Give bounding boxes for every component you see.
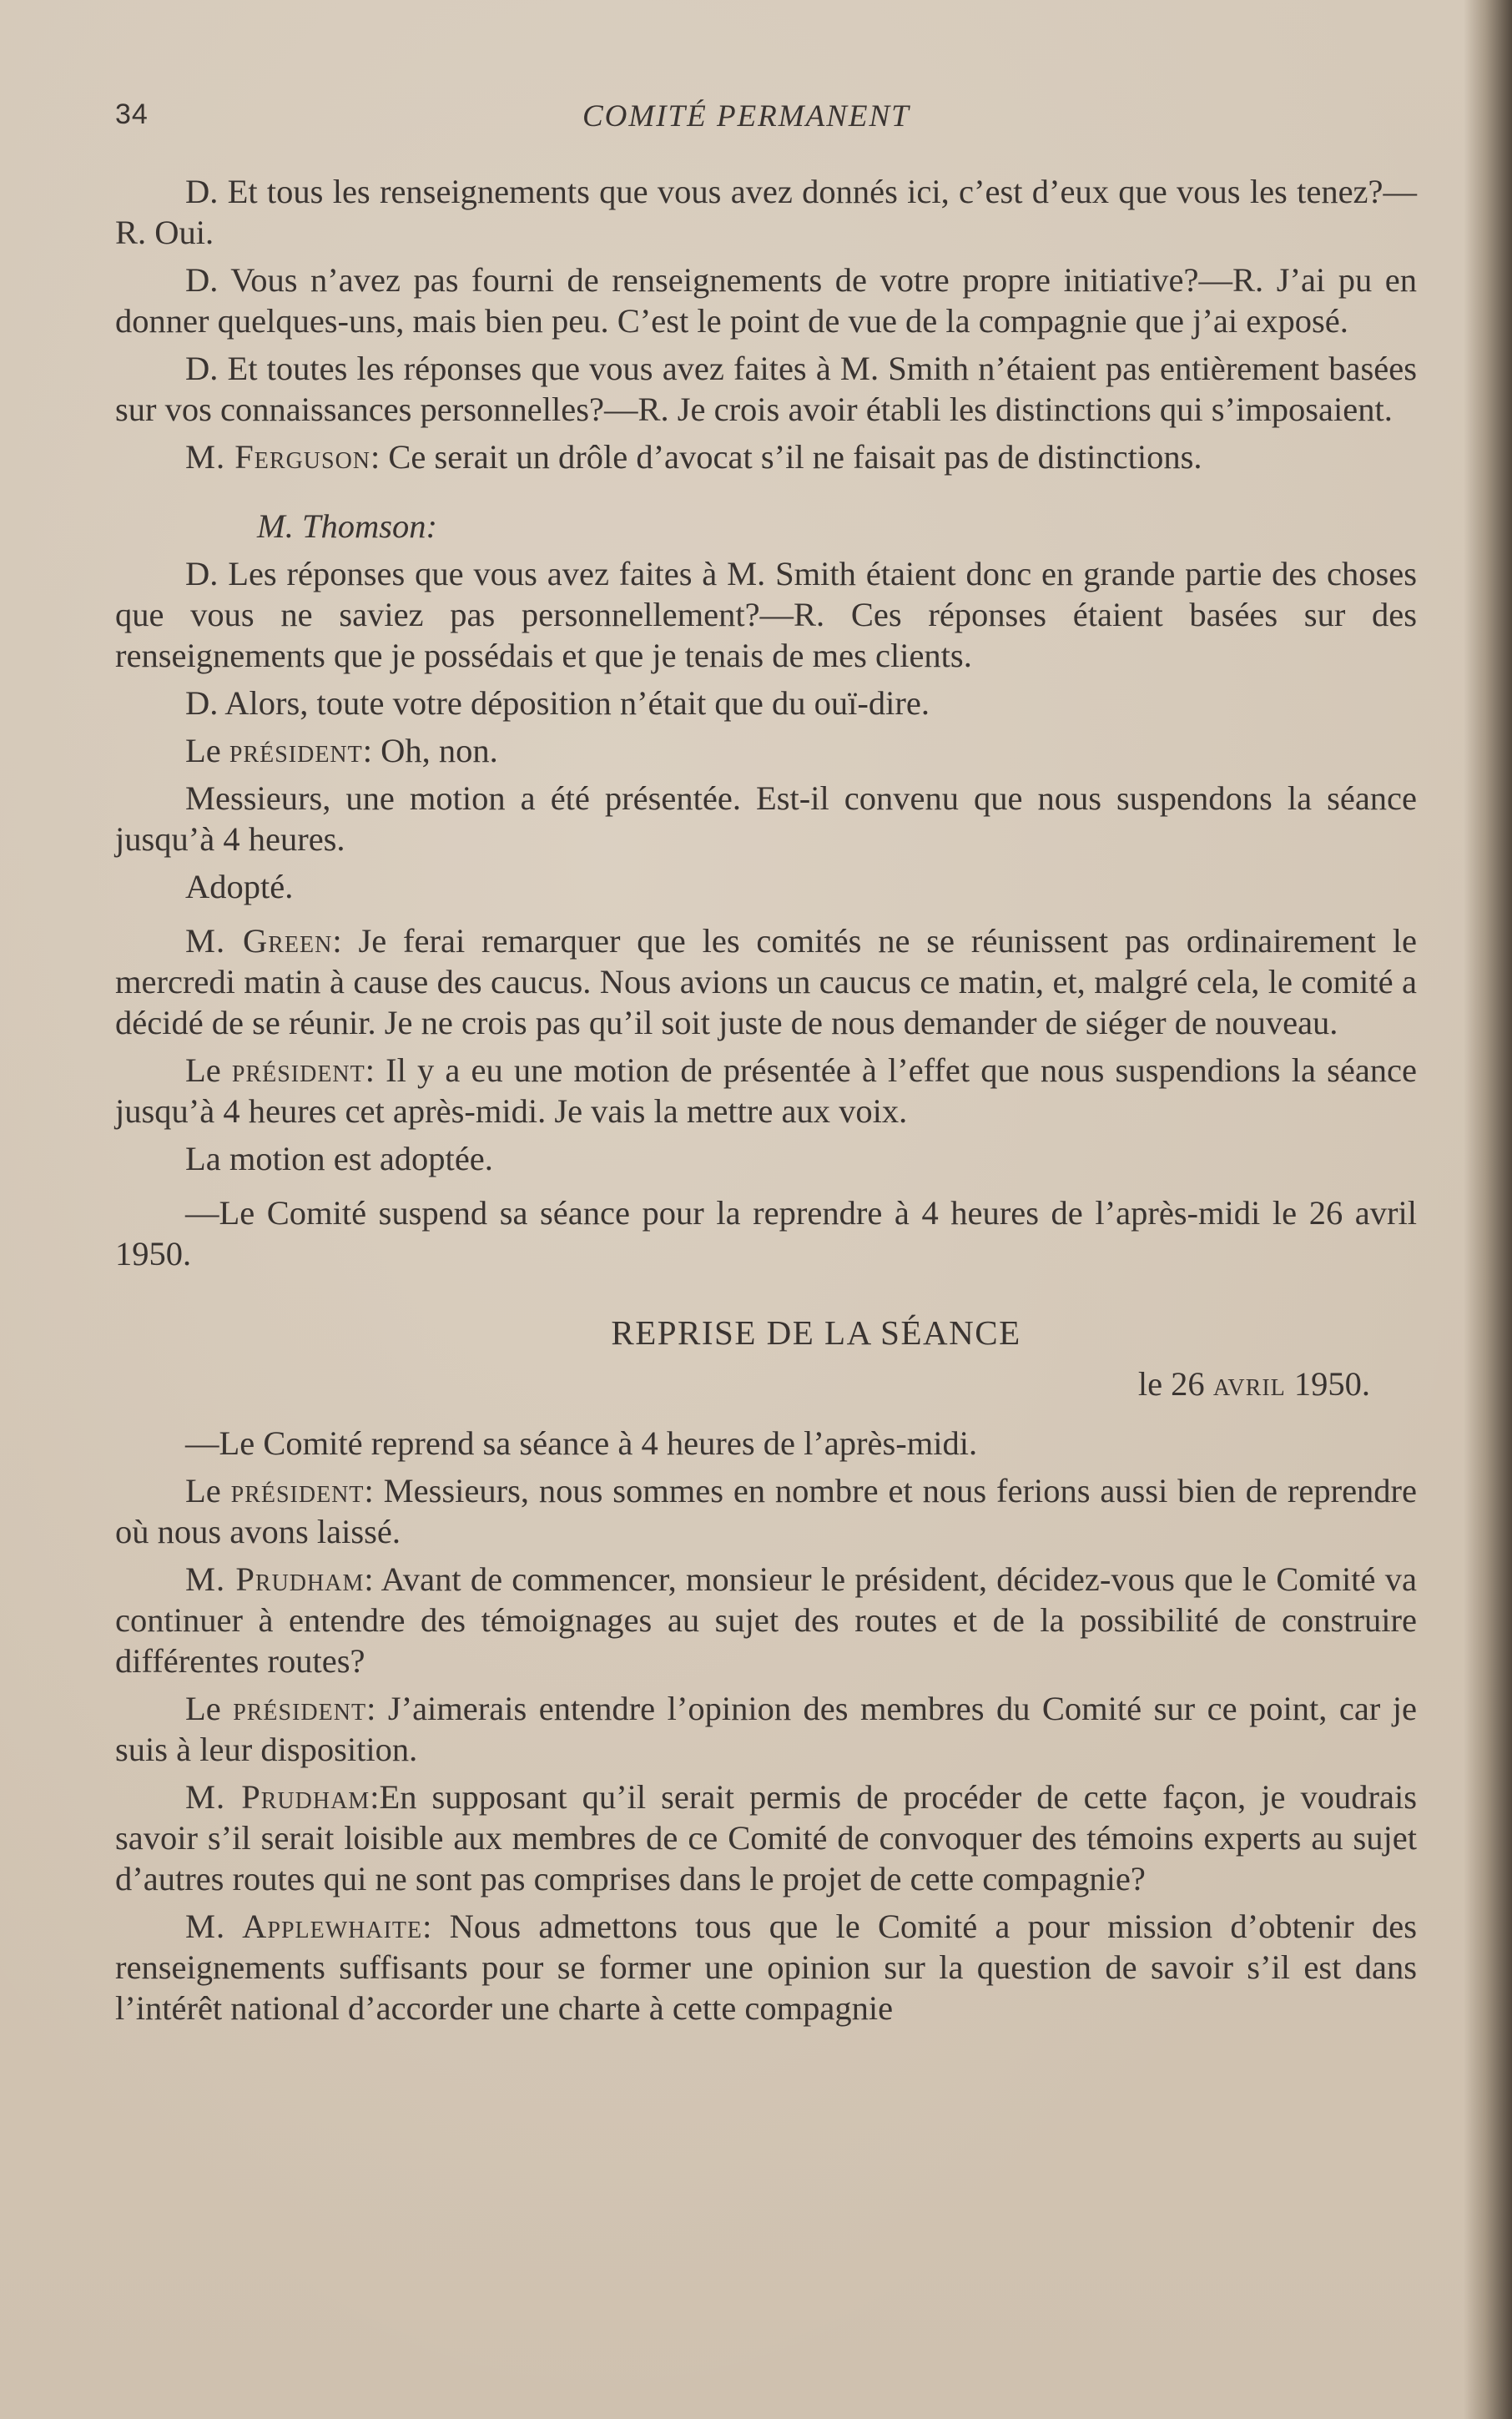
- paragraph-prudham-1: [115, 1559, 1417, 1681]
- paragraph-prudham-2: [115, 1776, 1417, 1899]
- speaker-name: M. Prudham: [185, 1560, 365, 1598]
- speaker-name: président: [229, 732, 363, 769]
- speech-text: : Avant de commencer, monsieur le président, décidez-vous que le Comité va continuer à entendre des témoignages au sujet des routes et de la possibilité de construire différentes routes?: [115, 1560, 1417, 1680]
- section-title: REPRISE DE LA SÉANCE: [611, 1313, 1021, 1352]
- paragraph-green: [115, 920, 1417, 1043]
- speech-text: : J’aimerais entendre l’opinion des membres du Comité sur ce point, car je suis à leur disposition.: [115, 1690, 1417, 1768]
- paragraph-q3: D. Et toutes les réponses que vous avez faites à M. Smith n’étaient pas entièrement basées sur vos connaissances personnelles?—R. Je crois avoir établi les distinctions qui s’imposaient.: [115, 350, 1417, 428]
- speaker-prefix: Le: [185, 1690, 234, 1727]
- paragraph-adopte: Adopté.: [185, 868, 294, 905]
- running-head: COMITÉ PERMANENT: [582, 99, 910, 134]
- paragraph-q4: D. Les réponses que vous avez faites à M. Smith étaient donc en grande partie des choses que vous ne saviez pas personnellement?—R. Ces réponses étaient basées sur des renseignements que je possédais et que je tenais de mes clients.: [115, 555, 1417, 674]
- page-header: [115, 98, 1417, 140]
- speech-text: : Nous admettons tous que le Comité a pour mission d’obtenir des renseignements suffisants pour se former une opinion sur la question de savoir s’il est dans l’intérêt national d’accorder une charte à cette compagnie: [115, 1907, 1418, 2027]
- speaker-name: président: [230, 1472, 365, 1509]
- paragraph-president-4: [115, 1688, 1417, 1770]
- speaker-prefix: Le: [185, 1051, 232, 1089]
- speaker-heading-thomson: M. Thomson:: [257, 507, 438, 545]
- date-suffix: 1950.: [1285, 1365, 1370, 1403]
- paragraph-resumption: —Le Comité reprend sa séance à 4 heures de l’après-midi.: [185, 1424, 978, 1462]
- date-prefix: le 26: [1137, 1365, 1213, 1403]
- speaker-name: M. Green: [185, 922, 333, 960]
- paragraph-president-1: [115, 730, 1417, 771]
- section-date: [115, 1363, 1417, 1404]
- date-month: avril: [1212, 1365, 1286, 1403]
- speaker-name: président: [231, 1051, 365, 1089]
- body-text: [115, 171, 1417, 2035]
- speaker-prefix: Le: [185, 732, 229, 769]
- paragraph-q2: D. Vous n’avez pas fourni de renseignements de votre propre initiative?—R. J’ai pu en donner quelques-uns, mais bien peu. C’est le point de vue de la compagnie que j’ai exposé.: [115, 261, 1417, 340]
- speech-text: :En supposant qu’il serait permis de procéder de cette façon, je voudrais savoir s’il serait loisible aux membres de ce Comité de convoquer des témoins experts au sujet d’autres routes qui ne sont pas comprises dans le projet de cette compagnie?: [115, 1778, 1418, 1897]
- paragraph-ferguson: [115, 436, 1417, 477]
- paragraph-president-3: [115, 1470, 1417, 1552]
- speaker-prefix: Le: [185, 1472, 231, 1509]
- paragraph-q1: D. Et tous les renseignements que vous avez donnés ici, c’est d’eux que vous les tenez?—R. Oui.: [115, 173, 1417, 251]
- paragraph-president-2: [115, 1050, 1417, 1131]
- speaker-name: M. Ferguson: [185, 438, 371, 476]
- paragraph-motion-adopted: La motion est adoptée.: [185, 1140, 493, 1177]
- speech-text: : Oh, non.: [362, 732, 498, 769]
- speech-text: : Je ferai remarquer que les comités ne se réunissent pas ordinairement le mercredi matin à cause des caucus. Nous avions un caucus ce matin, et, malgré cela, le comité a décidé de se réunir. Je ne crois pas qu’il soit juste de nous demander de siéger de nouveau.: [115, 922, 1417, 1041]
- paragraph-suspension: —Le Comité suspend sa séance pour la reprendre à 4 heures de l’après-midi le 26 avril 1950.: [115, 1194, 1417, 1272]
- page-number: 34: [115, 98, 149, 130]
- speaker-name: M. Applewhaite: [185, 1907, 423, 1945]
- paragraph-q5: D. Alors, toute votre déposition n’était que du ouï-dire.: [185, 684, 930, 722]
- speech-text: : Ce serait un drôle d’avocat s’il ne faisait pas de distinctions.: [370, 438, 1202, 476]
- paragraph-motion: Messieurs, une motion a été présentée. Est-il convenu que nous suspendons la séance jusqu’à 4 heures.: [115, 779, 1417, 858]
- paragraph-applewhaite: [115, 1906, 1417, 2028]
- speaker-name: M. Prudham: [185, 1778, 370, 1816]
- speaker-name: président: [233, 1690, 367, 1727]
- binding-shadow: [1464, 0, 1512, 2419]
- speech-text: : Il y a eu une motion de présentée à l’effet que nous suspendions la séance jusqu’à 4 heures cet après-midi. Je vais la mettre aux voix.: [115, 1051, 1417, 1130]
- speech-text: : Messieurs, nous sommes en nombre et nous ferions aussi bien de reprendre où nous avons laissé.: [115, 1472, 1418, 1550]
